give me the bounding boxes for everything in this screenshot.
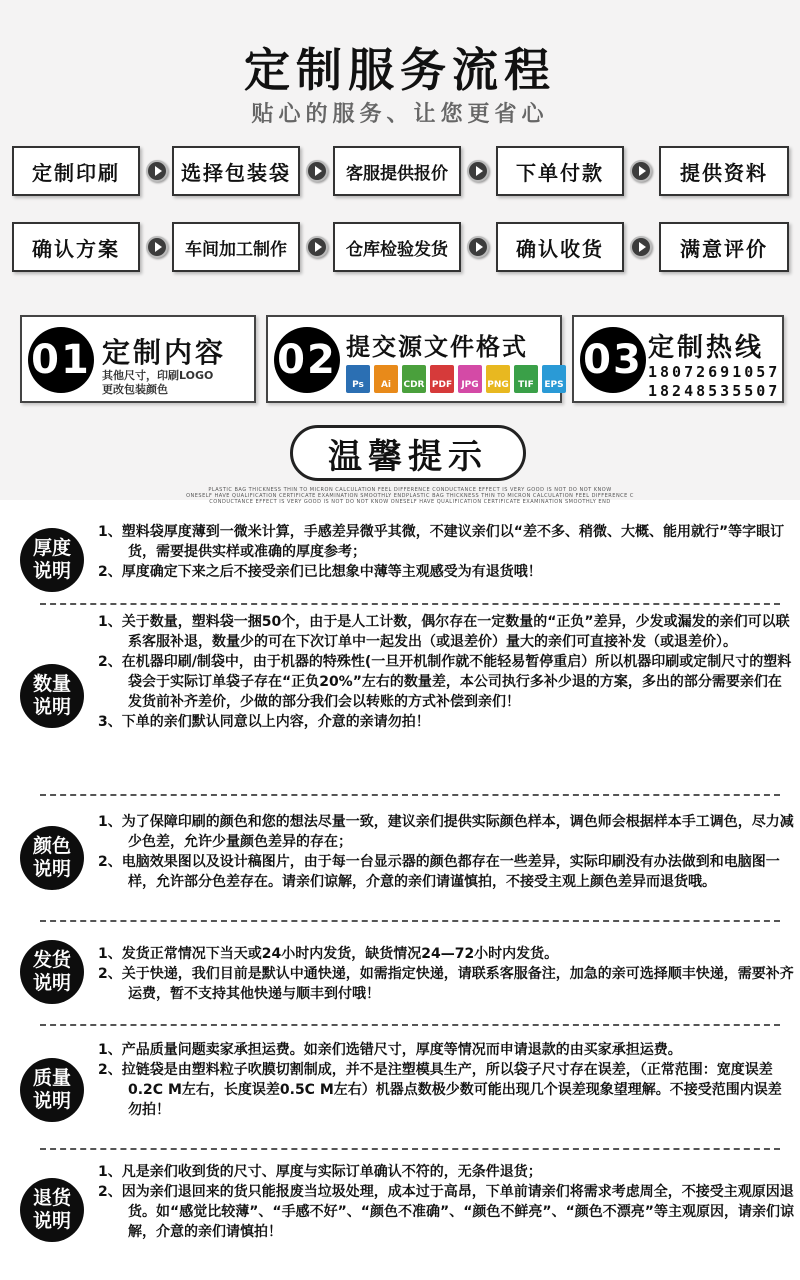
section-badge: 发货 说明 bbox=[20, 940, 84, 1004]
step-review: 满意评价 bbox=[659, 222, 789, 272]
step-order-pay: 下单付款 bbox=[496, 146, 624, 196]
section-badge: 厚度 说明 bbox=[20, 528, 84, 592]
card-title: 定制热线 bbox=[648, 333, 765, 363]
number-badge: 01 bbox=[28, 327, 94, 393]
list-item: 2、厚度确定下来之后不接受亲们已比想象中薄等主观感受为有退货哦！ bbox=[98, 564, 542, 580]
fine-print: ONESELF HAVE QUALIFICATION CERTIFICATE EXAMINATION SMOOTHLY ENDPLASTIC BAG THICKNESS THIN TO MICRON CALCULATION FEEL DIFFERENCE C bbox=[186, 493, 634, 499]
section-items bbox=[98, 522, 794, 582]
pdf-file-icon: PDF bbox=[430, 365, 454, 393]
arrow-right-icon bbox=[306, 236, 328, 258]
arrow-right-icon bbox=[467, 160, 489, 182]
phone-numbers bbox=[648, 363, 780, 401]
list-item: 1、产品质量问题卖家承担运费。如亲们选错尺寸，厚度等情况而申请退款的由买家承担运费。 bbox=[98, 1042, 682, 1058]
step-workshop: 车间加工制作 bbox=[172, 222, 300, 272]
arrow-right-icon bbox=[630, 160, 652, 182]
arrow-right-icon bbox=[146, 160, 168, 182]
arrow-right-icon bbox=[630, 236, 652, 258]
section-badge: 退货 说明 bbox=[20, 1178, 84, 1242]
card-custom-content bbox=[20, 315, 256, 403]
tips-title: 温馨提示 bbox=[290, 425, 526, 481]
card-title: 提交源文件格式 bbox=[346, 333, 528, 361]
coreldraw-file-icon: CDR bbox=[402, 365, 426, 393]
divider bbox=[40, 603, 780, 605]
file-format-icons bbox=[346, 365, 566, 393]
list-item: 1、为了保障印刷的颜色和您的想法尽量一致，建议亲们提供实际颜色样本，调色师会根据样本手工调色，尽力减少色差，允许少量颜色差异的存在； bbox=[98, 814, 794, 850]
step-confirm-receipt: 确认收货 bbox=[496, 222, 624, 272]
phone-number: 18248535507 bbox=[648, 382, 781, 400]
section-items bbox=[98, 944, 794, 1004]
page-title: 定制服务流程 bbox=[244, 43, 556, 97]
jpg-file-icon: JPG bbox=[458, 365, 482, 393]
list-item: 1、关于数量，塑料袋一捆50个，由于是人工计数，偶尔存在一定数量的“正负”差异，少发或漏发的亲们可以联系客服补退，数量少的可在下次订单中一起发出（或退差价）量大的亲们可直接补发（或退差价）。 bbox=[98, 614, 790, 650]
section-items bbox=[98, 812, 794, 892]
divider bbox=[40, 794, 780, 796]
number-badge: 02 bbox=[274, 327, 340, 393]
step-custom-printing: 定制印刷 bbox=[12, 146, 140, 196]
section-items bbox=[98, 1162, 794, 1242]
list-item: 2、拉链袋是由塑料粒子吹膜切割制成，并不是注塑模具生产，所以袋子尺寸存在误差，（正常范围：宽度误差0.2C M左右，长度误差0.5C M左右）机器点数极少数可能出现几个误差现象望理解。不接受范围内误差勿拍！ bbox=[98, 1062, 782, 1118]
step-warehouse: 仓库检验发货 bbox=[333, 222, 461, 272]
step-confirm-plan: 确认方案 bbox=[12, 222, 140, 272]
step-provide-materials: 提供资料 bbox=[659, 146, 789, 196]
list-item: 2、关于快递，我们目前是默认中通快递，如需指定快递，请联系客服备注，加急的亲可选择顺丰快递，需要补齐运费，暂不支持其他快递与顺丰到付哦！ bbox=[98, 966, 794, 1002]
section-badge: 颜色 说明 bbox=[20, 826, 84, 890]
list-item: 2、在机器印刷/制袋中，由于机器的特殊性(一旦开机制作就不能轻易暂停重启）所以机器印刷或定制尺寸的塑料袋会于实际订单袋子存在“正负20%”左右的数量差，本公司执行多补少退的方案，多出的部分需要亲们在发货前补齐差价，少做的部分我们会以转账的方式补偿到亲们！ bbox=[98, 654, 792, 710]
number-badge: 03 bbox=[580, 327, 646, 393]
service-flow-area bbox=[0, 0, 800, 505]
photoshop-file-icon: Ps bbox=[346, 365, 370, 393]
step-quote: 客服提供报价 bbox=[333, 146, 461, 196]
tif-file-icon: TIF bbox=[514, 365, 538, 393]
list-item: 2、因为亲们退回来的货只能报废当垃圾处理，成本过于高昂，下单前请亲们将需求考虑周全，不接受主观原因退货。如“感觉比较薄”、“手感不好”、“颜色不准确”、“颜色不鲜亮”、“颜色不漂亮”等主观原因，请亲们谅解，介意的亲们请慎拍！ bbox=[98, 1184, 795, 1240]
divider bbox=[40, 1148, 780, 1150]
fine-print: CONDUCTANCE EFFECT IS VERY GOOD IS NOT DO NOT KNOW ONESELF HAVE QUALIFICATION CERTIFICATE EXAMINATION SMOOTHLY END bbox=[209, 499, 611, 505]
png-file-icon: PNG bbox=[486, 365, 510, 393]
list-item: 1、塑料袋厚度薄到一微米计算，手感差异微乎其微，不建议亲们以“差不多、稍微、大概、能用就行”等字眼订货，需要提供实样或准确的厚度参考； bbox=[98, 524, 785, 560]
list-item: 2、电脑效果图以及设计稿图片，由于每一台显示器的颜色都存在一些差异，实际印刷没有办法做到和电脑图一样，允许部分色差存在。请亲们谅解，介意的亲们请谨慎拍，不接受主观上颜色差异而退货哦。 bbox=[98, 854, 780, 890]
section-badge: 数量 说明 bbox=[20, 664, 84, 728]
phone-number: 18072691057 bbox=[648, 363, 781, 381]
arrow-right-icon bbox=[306, 160, 328, 182]
list-item: 1、凡是亲们收到货的尺寸、厚度与实际订单确认不符的，无条件退货； bbox=[98, 1164, 542, 1180]
eps-file-icon: EPS bbox=[542, 365, 566, 393]
card-hotline bbox=[572, 315, 784, 403]
fine-print: PLASTIC BAG THICKNESS THIN TO MICRON CALCULATION FEEL DIFFERENCE CONDUCTANCE EFFECT IS VERY GOOD IS NOT DO NOT KNOW bbox=[208, 487, 612, 493]
list-item: 3、下单的亲们默认同意以上内容，介意的亲请勿拍！ bbox=[98, 714, 430, 730]
step-choose-bag: 选择包装袋 bbox=[172, 146, 300, 196]
arrow-right-icon bbox=[467, 236, 489, 258]
illustrator-file-icon: Ai bbox=[374, 365, 398, 393]
section-badge: 质量 说明 bbox=[20, 1058, 84, 1122]
divider bbox=[40, 1024, 780, 1026]
list-item: 1、发货正常情况下当天或24小时内发货，缺货情况24—72小时内发货。 bbox=[98, 946, 559, 962]
section-items bbox=[98, 612, 794, 732]
arrow-right-icon bbox=[146, 236, 168, 258]
card-file-formats bbox=[266, 315, 562, 403]
page-subtitle: 贴心的服务、让您更省心 bbox=[251, 102, 549, 127]
card-description: 其他尺寸，印刷LOGO 更改包装颜色 bbox=[102, 369, 214, 396]
divider bbox=[40, 920, 780, 922]
section-items bbox=[98, 1040, 794, 1120]
card-title: 定制内容 bbox=[102, 336, 227, 369]
